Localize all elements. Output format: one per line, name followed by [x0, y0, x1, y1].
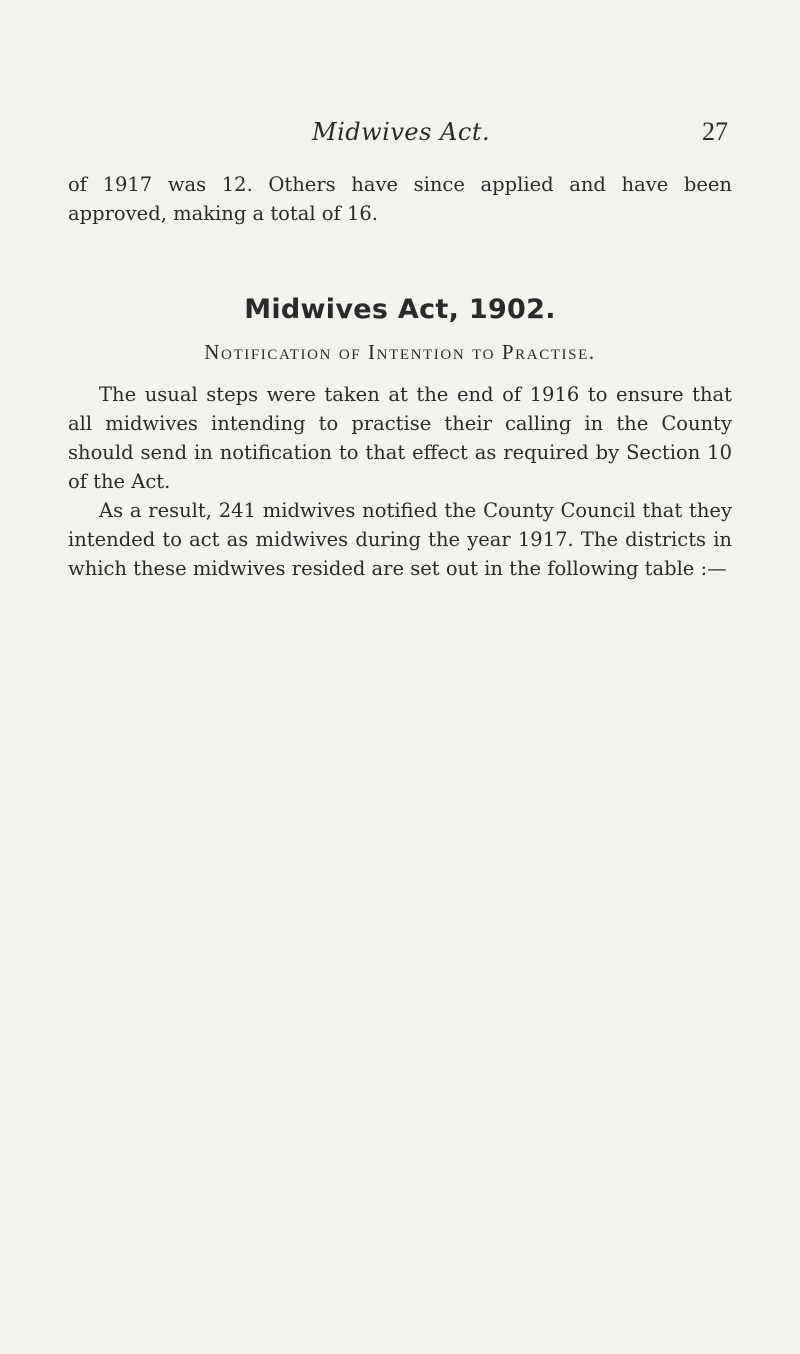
running-head: [0, 112, 800, 152]
paragraph-text: of 1917 was 12. Others have since applied and have been approved, making a total of 16.: [68, 173, 732, 225]
body-paragraph-result: [68, 496, 732, 583]
section-subheading: Notification of Intention to Practise.: [204, 340, 596, 364]
running-title: Midwives Act.: [312, 118, 491, 146]
section-heading: Midwives Act, 1902.: [244, 294, 556, 325]
page-number: 27: [702, 117, 728, 146]
body-paragraph-steps: [68, 380, 732, 496]
paragraph-text: As a result, 241 midwives notified the County Council that they intended to act as midwives during the year 1917. The districts in which these midwives resided are set out in the following table :—: [68, 499, 732, 580]
paragraph-text: The usual steps were taken at the end of 1916 to ensure that all midwives intending to practise their calling in the County should send in notification to that effect as required by Section 10 of the Act.: [68, 383, 732, 493]
body-paragraph-continuation: [68, 170, 732, 228]
